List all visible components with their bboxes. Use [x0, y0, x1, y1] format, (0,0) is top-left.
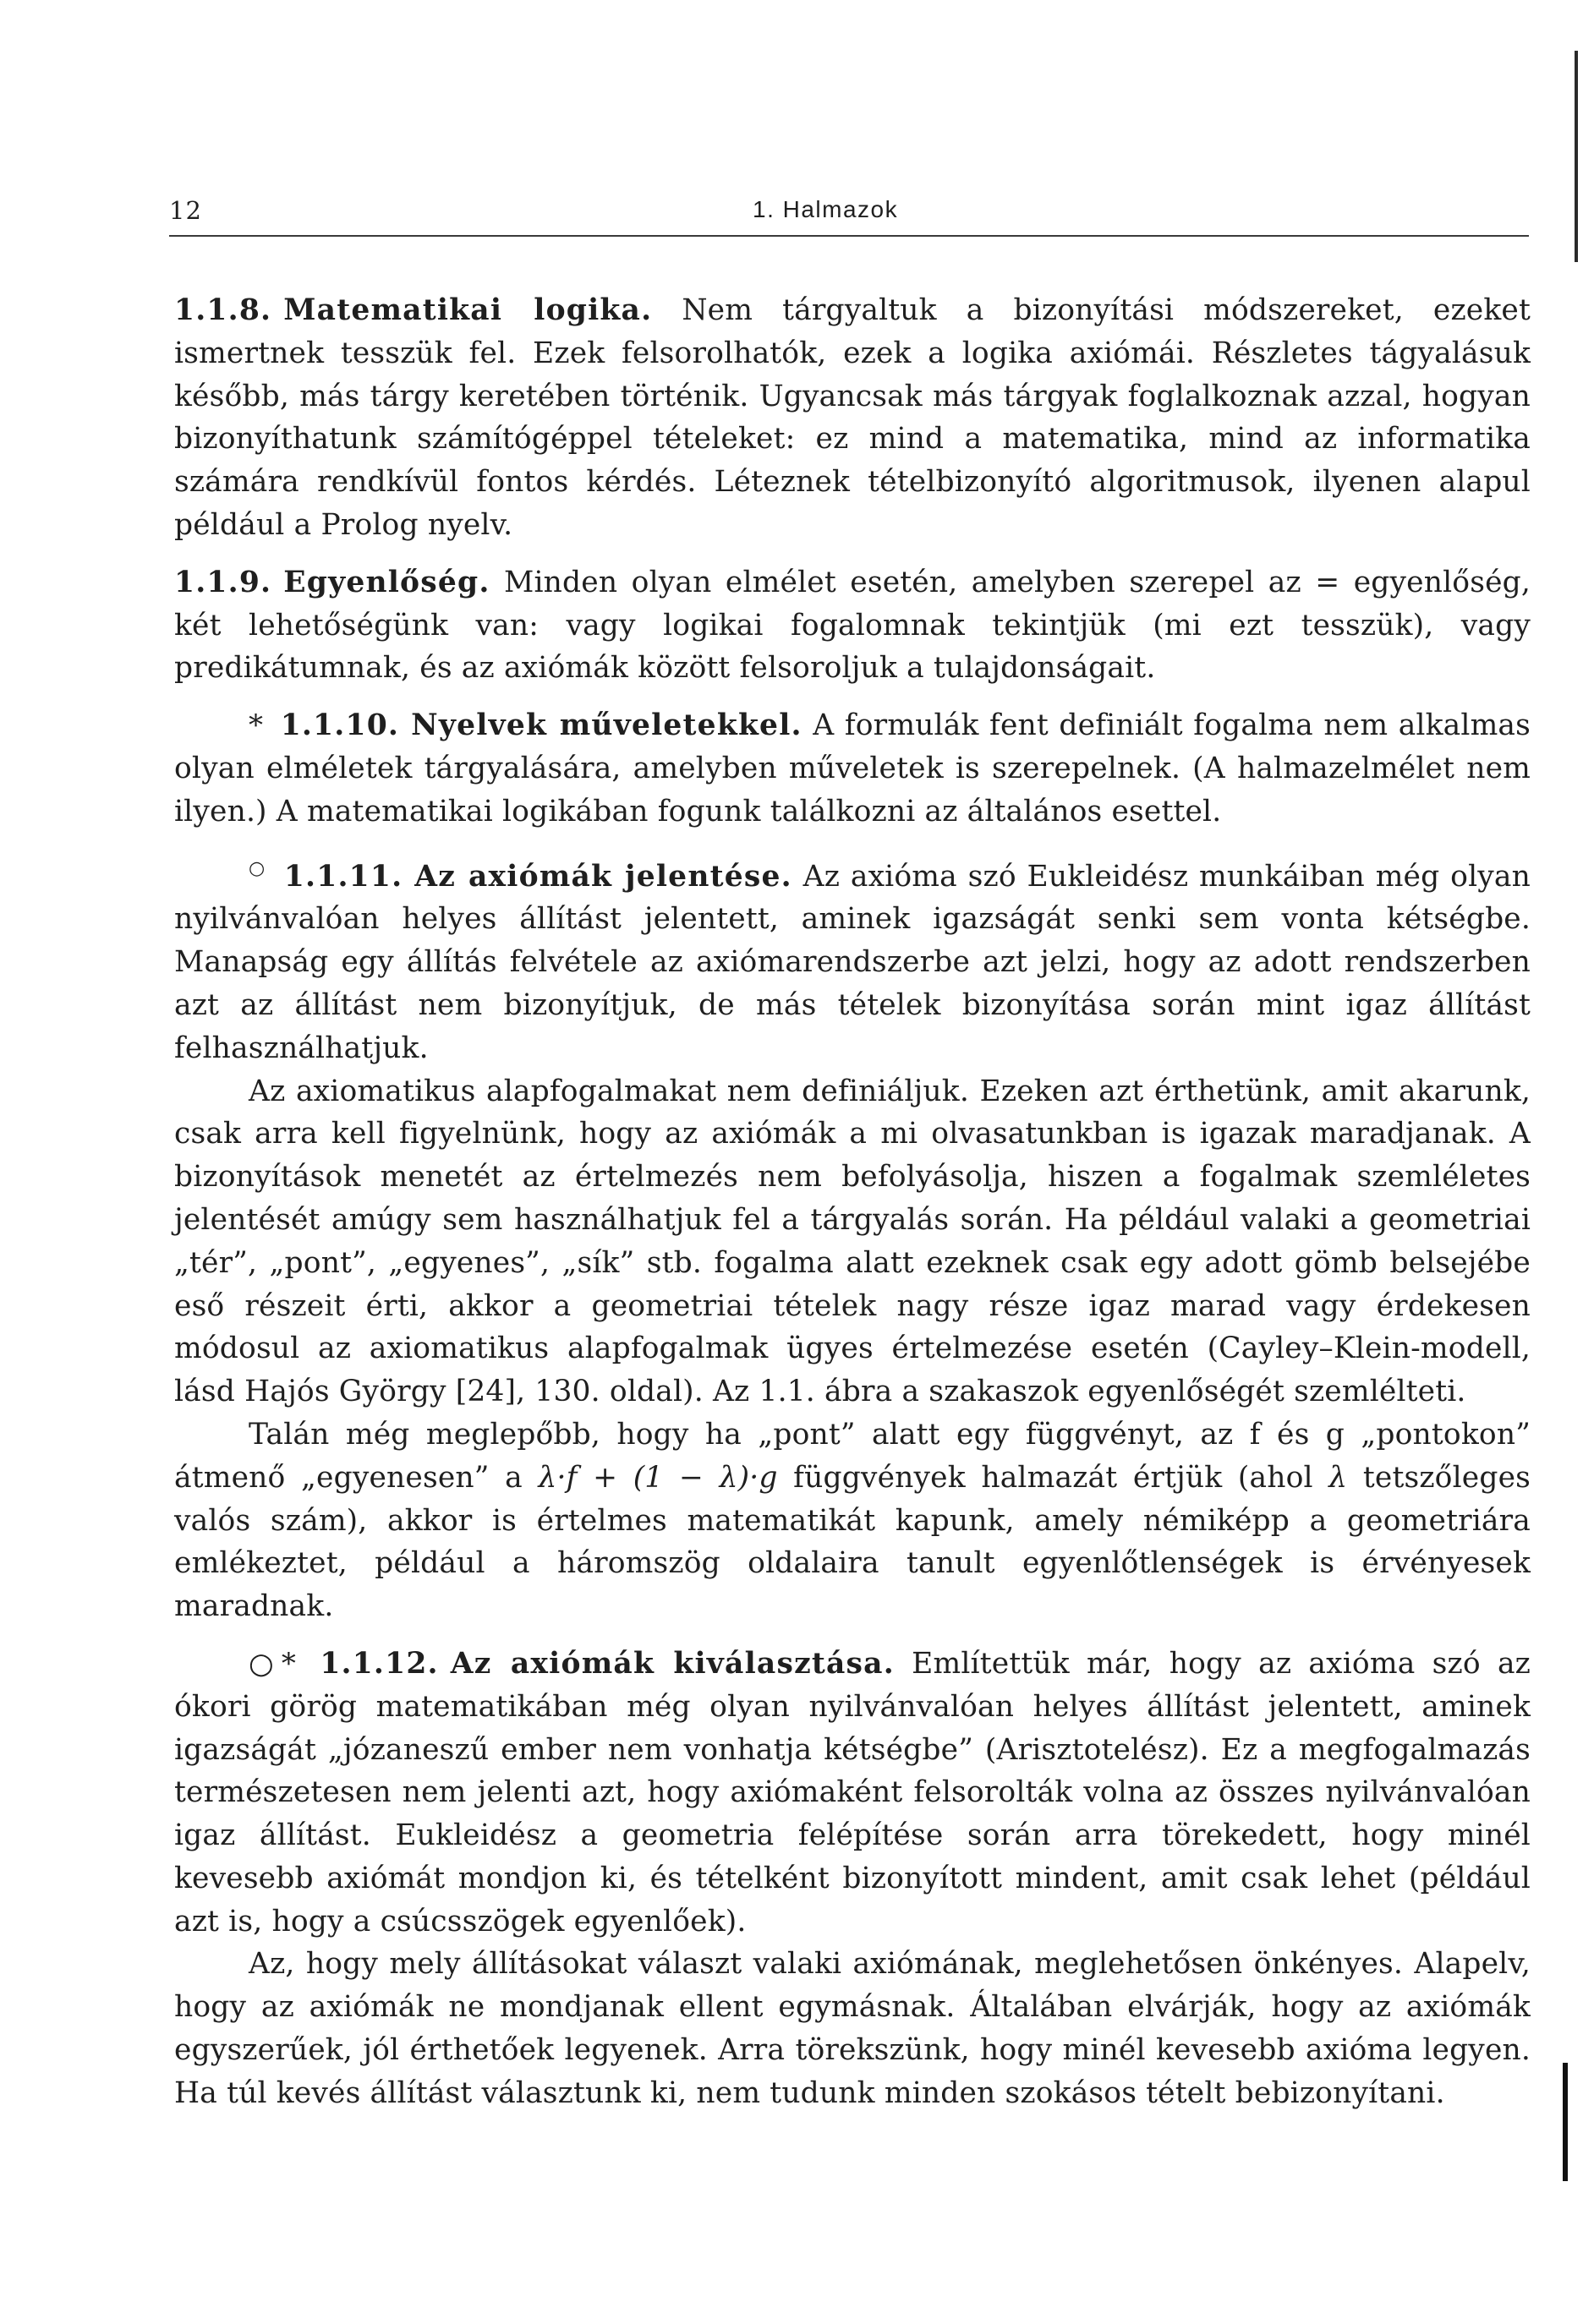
- section-title: Egyenlőség.: [283, 565, 490, 599]
- section-1-1-10: [174, 704, 1531, 833]
- scan-edge-mark-top: [1575, 51, 1578, 262]
- section-1-1-8: [174, 289, 1531, 547]
- section-text: Említettük már, hogy az axióma szó az ókori görög matematikában még olyan nyilvánvalóan helyes állítást jelentett, aminek igazságát „józaneszű ember nem vonhatja kétségbe” (Arisztotelész). Ez a megfogalmazás természetesen nem jelenti azt, hogy axiómaként felsorolták volna az összes nyilvánvalóan igaz állítást. Eukleidész a geometria felépítése során arra törekedett, hogy minél kevesebb axiómát mondjon ki, és tételként bizonyított mindent, amit csak lehet (például azt is, hogy a csúcsszögek egyenlőek).: [174, 1646, 1531, 1938]
- section-number: 1.1.12.: [320, 1646, 439, 1681]
- page-number: 12: [169, 196, 202, 225]
- section-text: Nem tárgyaltuk a bizonyítási módszereket, ezeket ismertnek tesszük fel. Ezek felsorolhatók, ezek a logika axiómái. Részletes tágyalásuk később, más tárgy keretében történik. Ugyancsak más tárgyak foglalkoznak azzal, hogyan bizonyíthatunk számítógéppel tételeket: ez mind a matematika, mind az informatika számára rendkívül fontos kérdés. Léteznek tételbizonyító algoritmusok, ilyenen alapul például a Prolog nyelv.: [174, 293, 1531, 542]
- section-title: Az axiómák kiválasztása.: [450, 1646, 895, 1681]
- section-text: A formulák fent definiált fogalma nem alkalmas olyan elméletek tárgyalására, amelyben műveletek is szerepelnek. (A halmazelmélet nem ilyen.) A matematikai logikában fogunk találkozni az általános esettel.: [174, 708, 1531, 828]
- section-text: Az axióma szó Eukleidész munkáiban még olyan nyilvánvalóan helyes állítást jelentett, aminek igazságát senki sem vonta kétségbe. Manapság egy állítás felvétele az axiómarendszerbe azt jelzi, hogy az adott rendszerben azt az állítást nem bizonyítjuk, de más tételek bizonyítása során mint igaz állítást felhasználhatjuk.: [174, 859, 1531, 1065]
- paragraph-text-b: függvények halmazát értjük (ahol: [793, 1460, 1313, 1495]
- section-title: Nyelvek műveletekkel.: [411, 708, 802, 743]
- paragraph-text-a: Talán még meglepőbb, hogy ha „pont” alatt egy függvényt, az f és g „pontokon” átmenő „egyenesen” a: [174, 1417, 1531, 1495]
- section-1-1-9: [174, 561, 1531, 690]
- page-body: [174, 289, 1531, 2130]
- section-1-1-12: [174, 1643, 1531, 1944]
- section-number: 1.1.11.: [283, 859, 403, 894]
- circle-marker: ○: [249, 857, 267, 879]
- running-header: [169, 196, 1529, 237]
- paragraph-text-c: tetszőleges valós szám), akkor is értelmes matematikát kapunk, amely némiképp a geometriára emlékeztet, például a háromszög oldalaira tanult egyenlőtlenségek is érvényesek maradnak.: [174, 1460, 1531, 1624]
- section-1-1-11-paragraph-3: [174, 1414, 1531, 1628]
- section-1-1-11: [174, 848, 1531, 1070]
- section-title: Matematikai logika.: [283, 293, 653, 327]
- lambda-symbol: λ: [1328, 1460, 1348, 1495]
- section-number: 1.1.10.: [280, 708, 400, 743]
- chapter-title: 1. Halmazok: [753, 196, 899, 222]
- section-1-1-11-paragraph-2: Az axiomatikus alapfogalmakat nem definiáljuk. Ezeken azt érthetünk, amit akarunk, csak arra kell figyelnünk, hogy az axiómák a mi olvasatunkban is igazak maradjanak. A bizonyítások menetét az értelmezés nem befolyásolja, hiszen a fogalmak szemléletes jelentését amúgy sem használhatjuk fel a tárgyalás során. Ha például valaki a geometriai „tér”, „pont”, „egyenes”, „sík” stb. fogalma alatt ezeknek csak egy adott gömb belsejébe eső részeit érti, akkor a geometriai tételek nagy része igaz marad vagy érdekesen módosul az axiomatikus alapfogalmak ügyes értelmezése esetén (Cayley–Klein-modell, lásd Hajós György [24], 130. oldal). Az 1.1. ábra a szakaszok egyenlőségét szemlélteti.: [174, 1074, 1531, 1409]
- scan-edge-mark-bottom: [1563, 2063, 1568, 2181]
- section-title: Az axiómák jelentése.: [414, 859, 792, 894]
- circle-star-marker: ○*: [249, 1646, 297, 1681]
- formula-lambda-combination: λ·f + (1 − λ)·g: [538, 1460, 778, 1495]
- optional-star-marker: *: [249, 708, 264, 743]
- section-1-1-12-paragraph-2: Az, hogy mely állításokat választ valaki axiómának, meglehetősen önkényes. Alapelv, hogy az axiómák ne mondjanak ellent egymásnak. Általában elvárják, hogy az axiómák egyszerűek, jól érthetőek legyenek. Arra törekszünk, hogy minél kevesebb axióma legyen. Ha túl kevés állítást választunk ki, nem tudunk minden szokásos tételt bebizonyítani.: [174, 1947, 1531, 2110]
- section-text: Minden olyan elmélet esetén, amelyben szerepel az = egyenlőség, két lehetőségünk van: vagy logikai fogalomnak tekintjük (mi ezt tesszük), vagy predikátumnak, és az axiómák között felsoroljuk a tulajdonságait.: [174, 565, 1531, 686]
- section-number: 1.1.8.: [174, 293, 272, 327]
- section-number: 1.1.9.: [174, 565, 272, 599]
